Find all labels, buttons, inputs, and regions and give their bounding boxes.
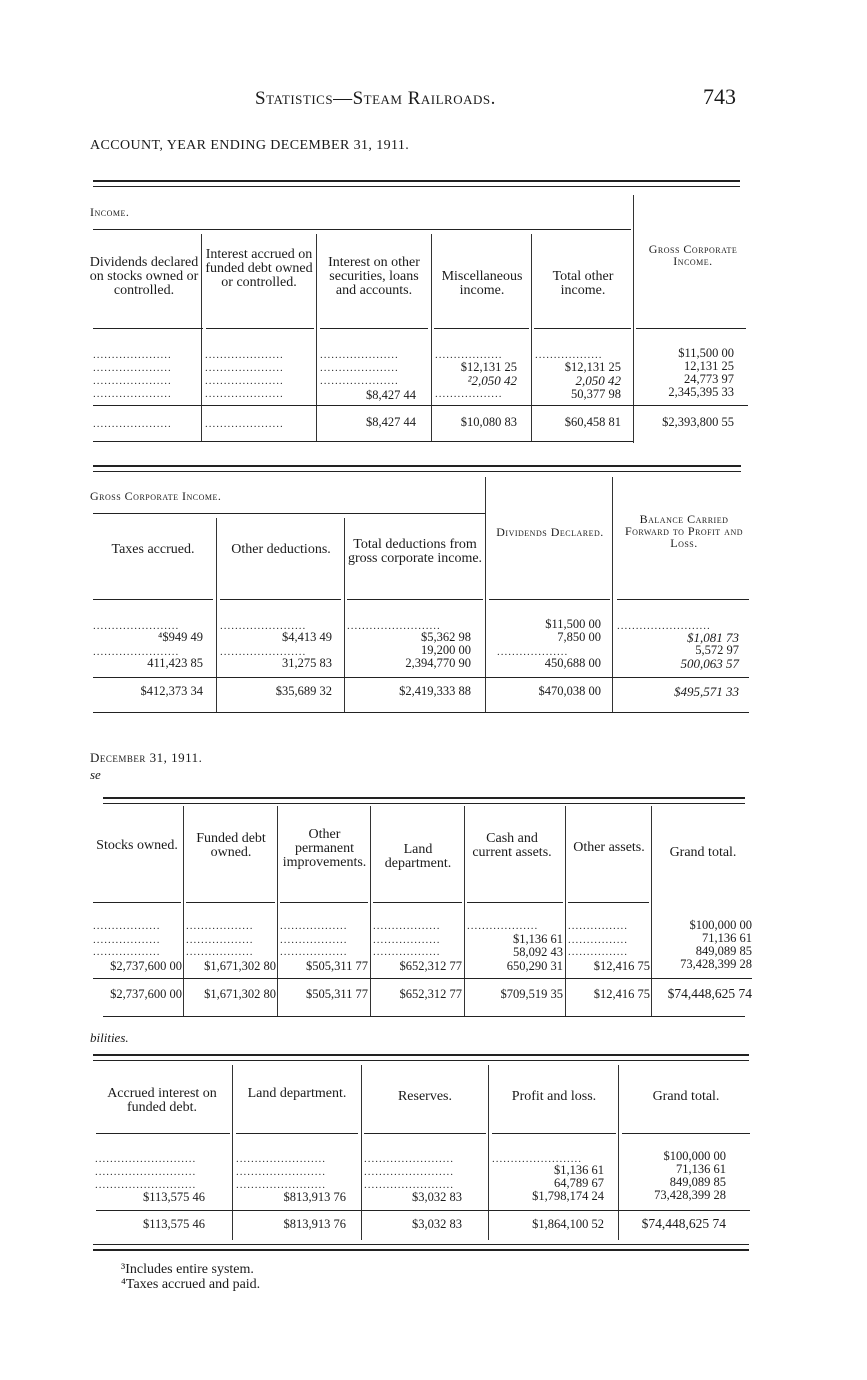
assets-grand-total: $74,448,625 74 (667, 986, 752, 1001)
liab-row3-pl: 64,789 67 (554, 1176, 604, 1190)
assets-total-land: $652,312 77 (399, 987, 462, 1001)
col-funded-debt-owned: Funded debt owned. (196, 831, 266, 860)
liab-row1-grand: $100,000 00 (663, 1149, 726, 1163)
assets-row4-other-assets: $12,416 75 (593, 959, 650, 973)
gross-row1-balance: $1,081 73 (687, 630, 739, 645)
gross-row3-balance: 500,063 57 (680, 656, 739, 671)
gross-row3-other: 31,275 83 (282, 656, 332, 670)
gross-total-deductions: $2,419,333 88 (399, 684, 471, 698)
col-cash-current-assets: Cash and current assets. (472, 831, 552, 860)
col-interest-other-securities: Interest on other securities, loans and accounts. (328, 255, 420, 298)
assets-fragment: se (90, 767, 101, 782)
col-total-other-income: Total other income. (552, 269, 614, 298)
liab-row4-pl: $1,798,174 24 (532, 1189, 604, 1203)
income-row2-total-other: $12,131 25 (564, 360, 621, 374)
col-interest-funded-debt: Interest accrued on funded debt owned or controlled. (205, 247, 313, 290)
col-grand-total-assets: Grand total. (669, 845, 737, 860)
liab-grand-total: $74,448,625 74 (641, 1216, 726, 1231)
liab-row4-land: $813,913 76 (283, 1190, 346, 1204)
assets-total-other-assets: $12,416 75 (593, 987, 650, 1001)
income-row3-misc: ²2,050 42 (467, 373, 517, 388)
income-row2-misc: $12,131 25 (460, 360, 517, 374)
liab-row2-pl: $1,136 61 (554, 1163, 604, 1177)
gross-row1-total-ded: $5,362 98 (421, 630, 471, 644)
liab-row4-accrued: $113,575 46 (142, 1190, 205, 1204)
assets-row3-grand: 849,089 85 (695, 944, 752, 958)
page-subtitle: ACCOUNT, YEAR ENDING DECEMBER 31, 1911. (90, 138, 410, 153)
col-grand-total-liab: Grand total. (652, 1089, 720, 1104)
assets-row2-cash: $1,136 61 (513, 932, 563, 946)
col-balance-carried: Balance Carried Forward to Profit and Loss. (624, 512, 744, 550)
income-row4-total-other: 50,377 98 (571, 387, 621, 401)
liab-row4-grand: 73,428,399 28 (654, 1188, 726, 1202)
income-row4-gross: 2,345,395 33 (668, 385, 734, 399)
col-taxes-accrued: Taxes accrued. (111, 542, 195, 557)
col-total-deductions: Total deductions from gross corporate income. (347, 537, 483, 566)
gross-total-other: $35,689 32 (275, 684, 332, 698)
assets-total-funded: $1,671,302 80 (204, 987, 276, 1001)
col-stocks-owned: Stocks owned. (96, 838, 178, 853)
income-total-misc: $10,080 83 (460, 415, 517, 429)
col-land-department-liab: Land department. (247, 1086, 347, 1101)
income-total-other: $60,458 81 (564, 415, 621, 429)
page-number: 743 (703, 84, 736, 109)
gross-row1-dividends: $11,500 00 (545, 617, 601, 631)
liab-total-reserves: $3,032 83 (412, 1217, 462, 1231)
assets-row4-stocks: $2,737,600 00 (110, 959, 182, 973)
assets-row4-other-perm: $505,311 77 (305, 959, 368, 973)
running-head: Statistics—Steam Railroads. (255, 88, 496, 109)
footnote-4: ⁴Taxes accrued and paid. (121, 1277, 261, 1292)
gross-row1-other: $4,413 49 (282, 630, 332, 644)
col-dividends-declared: Dividends declared on stocks owned or controlled. (89, 255, 199, 298)
col-other-permanent-improvements: Other permanent improvements. (282, 827, 367, 870)
income-total-interest-other: $8,427 44 (366, 415, 416, 429)
liab-row4-reserves: $3,032 83 (412, 1190, 462, 1204)
gross-total-dividends: $470,038 00 (538, 684, 601, 698)
col-reserves: Reserves. (397, 1089, 453, 1104)
income-row4-interest-other: $8,427 44 (366, 388, 416, 402)
income-row2-gross: 12,131 25 (684, 359, 734, 373)
assets-row1-grand: $100,000 00 (689, 918, 752, 932)
gross-row3-taxes: 411,423 85 (147, 656, 203, 670)
assets-row4-cash: 650,290 31 (506, 959, 563, 973)
income-row3-total-other: 2,050 42 (575, 373, 621, 388)
assets-total-cash: $709,519 35 (500, 987, 563, 1001)
col-dividends-declared-2: Dividends Declared. (496, 525, 604, 539)
col-miscellaneous-income: Miscellaneous income. (441, 269, 523, 298)
liabilities-fragment: bilities. (90, 1030, 129, 1045)
gross-row2-balance: 5,572 97 (695, 643, 739, 657)
footnote-3: ³Includes entire system. (121, 1262, 254, 1277)
income-row1-gross: $11,500 00 (678, 346, 734, 360)
liab-row3-grand: 849,089 85 (669, 1175, 726, 1189)
liab-total-accrued: $113,575 46 (142, 1217, 205, 1231)
gross-row2-total-ded: 19,200 00 (421, 643, 471, 657)
assets-row2-grand: 71,136 61 (702, 931, 752, 945)
assets-row3-cash: 58,092 43 (513, 945, 563, 959)
gross-row2-dividends: 7,850 00 (557, 630, 601, 644)
assets-total-other-perm: $505,311 77 (305, 987, 368, 1001)
col-accrued-interest: Accrued interest on funded debt. (107, 1086, 217, 1115)
income-row3-gross: 24,773 97 (684, 372, 734, 386)
col-profit-and-loss: Profit and loss. (511, 1089, 597, 1104)
gross-row1-taxes: ⁴$949 49 (158, 630, 203, 644)
assets-row4-grand: 73,428,399 28 (680, 957, 752, 971)
col-other-assets: Other assets. (573, 840, 645, 855)
liab-total-land: $813,913 76 (283, 1217, 346, 1231)
gross-section-label: Gross Corporate Income. (90, 489, 222, 503)
col-other-deductions: Other deductions. (231, 542, 331, 557)
assets-date-line: December 31, 1911. (90, 750, 203, 765)
liab-row2-grand: 71,136 61 (676, 1162, 726, 1176)
liab-total-pl: $1,864,100 52 (532, 1217, 604, 1231)
assets-row4-funded: $1,671,302 80 (204, 959, 276, 973)
income-total-gross: $2,393,800 55 (662, 415, 734, 429)
gross-row3-total-ded: 2,394,770 90 (405, 656, 471, 670)
assets-row4-land: $652,312 77 (399, 959, 462, 973)
col-gross-corporate-income: Gross Corporate Income. (648, 242, 738, 268)
gross-row3-dividends: 450,688 00 (544, 656, 601, 670)
assets-total-stocks: $2,737,600 00 (110, 987, 182, 1001)
col-land-department: Land department. (384, 842, 452, 871)
gross-total-taxes: $412,373 34 (140, 684, 203, 698)
income-section-label: Income. (90, 205, 130, 219)
gross-total-balance: $495,571 33 (674, 684, 739, 699)
